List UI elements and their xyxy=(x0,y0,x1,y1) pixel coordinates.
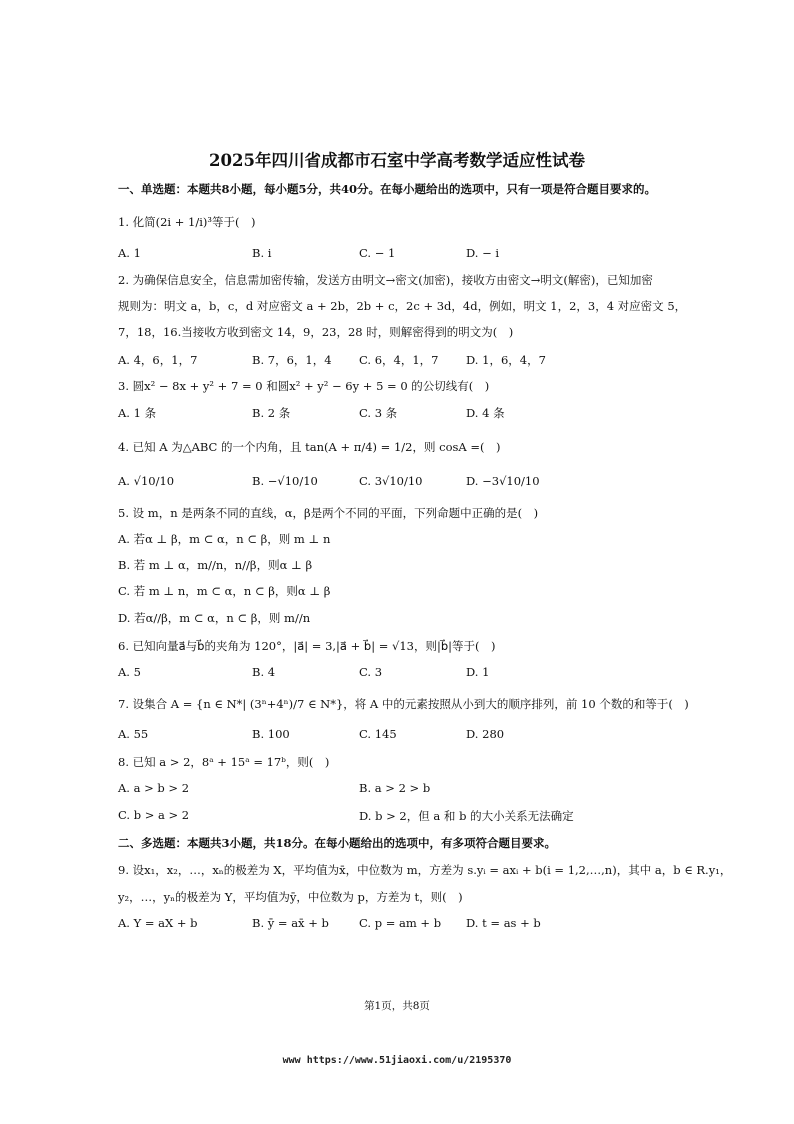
q9-stem-line1: 9. 设x₁，x₂，…，xₙ的极差为 X，平均值为x̄，中位数为 m，方差为 s.yᵢ = axᵢ + b(i = 1,2,…,n)，其中 a，b ∈ R.y₁， xyxy=(118,863,732,877)
page-number-footer: 第1页，共8页 xyxy=(364,1000,430,1012)
q4-stem: 4. 已知 A 为△ABC 的一个内角，且 tan(A + π/4) = 1/2，则 cosA =( ) xyxy=(118,440,501,454)
q4-option-b: B. −√10/10 xyxy=(252,474,318,488)
q6-option-c: C. 3 xyxy=(359,665,383,679)
q5-option-c: C. 若 m ⊥ n，m ⊂ α，n ⊂ β，则α ⊥ β xyxy=(118,584,331,598)
page-title: 2025年四川省成都市石室中学高考数学适应性试卷 xyxy=(209,151,585,170)
q9-option-c: C. p = am + b xyxy=(359,916,442,930)
q1-stem: 1. 化简(2i + 1/i)³等于( ) xyxy=(118,215,256,229)
q3-option-d: D. 4 条 xyxy=(466,406,505,420)
q1-option-b: B. i xyxy=(252,246,272,260)
q2-option-d: D. 1，6，4，7 xyxy=(466,353,546,367)
q9-option-b: B. ȳ = ax̄ + b xyxy=(252,916,329,930)
q3-option-a: A. 1 条 xyxy=(118,406,157,420)
q2-option-c: C. 6，4，1，7 xyxy=(359,353,439,367)
q2-stem-line2: 规则为：明文 a，b，c，d 对应密文 a + 2b，2b + c，2c + 3d，4d，例如，明文 1，2，3，4 对应密文 5， xyxy=(118,299,687,313)
section-single-choice: 一、单选题：本题共8小题，每小题5分，共40分。在每小题给出的选项中，只有一项是符合题目要求的。 xyxy=(118,182,657,196)
q9-option-a: A. Y = aX + b xyxy=(118,916,198,930)
q4-option-a: A. √10/10 xyxy=(118,474,175,488)
q3-option-c: C. 3 条 xyxy=(359,406,398,420)
q6-stem: 6. 已知向量a⃗与b⃗的夹角为 120°，|a⃗| = 3,|a⃗ + b⃗| = √13，则|b⃗|等于( ) xyxy=(118,639,496,653)
q2-option-b: B. 7，6，1，4 xyxy=(252,353,332,367)
q2-stem-line3: 7，18，16.当接收方收到密文 14，9，23，28 时，则解密得到的明文为( ) xyxy=(118,325,514,339)
q3-stem: 3. 圆x² − 8x + y² + 7 = 0 和圆x² + y² − 6y + 5 = 0 的公切线有( ) xyxy=(118,379,490,393)
source-url-watermark: www https://www.51jiaoxi.com/u/2195370 xyxy=(282,1055,512,1066)
q3-option-b: B. 2 条 xyxy=(252,406,291,420)
q5-stem: 5. 设 m，n 是两条不同的直线，α，β是两个不同的平面，下列命题中正确的是( ) xyxy=(118,506,539,520)
q4-option-d: D. −3√10/10 xyxy=(466,474,540,488)
q9-option-d: D. t = as + b xyxy=(466,916,541,930)
q7-option-a: A. 55 xyxy=(118,727,149,741)
q6-option-a: A. 5 xyxy=(118,665,141,679)
q9-stem-line2: y₂，…，yₙ的极差为 Y，平均值为ȳ，中位数为 p，方差为 t，则( ) xyxy=(118,890,463,904)
section-multiple-choice: 二、多选题：本题共3小题，共18分。在每小题给出的选项中，有多项符合题目要求。 xyxy=(118,836,557,850)
q5-option-a: A. 若α ⊥ β，m ⊂ α，n ⊂ β，则 m ⊥ n xyxy=(118,532,331,546)
q2-stem-line1: 2. 为确保信息安全，信息需加密传输，发送方由明文→密文(加密)，接收方由密文→明文(解密)，已知加密 xyxy=(118,273,653,287)
q6-option-d: D. 1 xyxy=(466,665,490,679)
q7-option-d: D. 280 xyxy=(466,727,505,741)
q8-stem: 8. 已知 a > 2，8ᵃ + 15ᵃ = 17ᵇ，则( ) xyxy=(118,755,330,769)
q7-option-b: B. 100 xyxy=(252,727,290,741)
q6-option-b: B. 4 xyxy=(252,665,276,679)
q7-option-c: C. 145 xyxy=(359,727,397,741)
q1-option-c: C. − 1 xyxy=(359,246,396,260)
q8-option-c: C. b > a > 2 xyxy=(118,808,190,822)
q8-option-b: B. a > 2 > b xyxy=(359,781,431,795)
q5-option-d: D. 若α//β，m ⊂ α，n ⊂ β，则 m//n xyxy=(118,611,311,625)
q5-option-b: B. 若 m ⊥ α，m//n，n//β，则α ⊥ β xyxy=(118,558,313,572)
q7-stem: 7. 设集合 A = {n ∈ N*| (3ⁿ+4ⁿ)/7 ∈ N*}，将 A 中的元素按照从小到大的顺序排列，前 10 个数的和等于( ) xyxy=(118,697,689,711)
q8-option-d: D. b > 2，但 a 和 b 的大小关系无法确定 xyxy=(359,809,574,823)
q1-option-a: A. 1 xyxy=(118,246,141,260)
q2-option-a: A. 4，6，1，7 xyxy=(118,353,198,367)
q8-option-a: A. a > b > 2 xyxy=(118,781,190,795)
q1-option-d: D. − i xyxy=(466,246,500,260)
q4-option-c: C. 3√10/10 xyxy=(359,474,423,488)
